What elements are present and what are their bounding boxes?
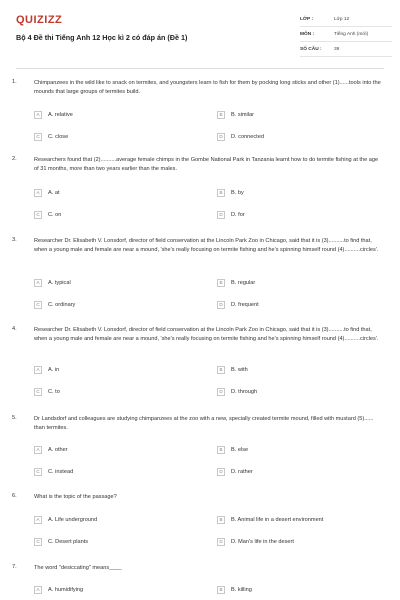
option-text: C. to: [48, 388, 60, 395]
quizizz-logo: QUIZIZZ: [16, 14, 63, 26]
option-letter-box: B: [217, 516, 225, 524]
option-a[interactable]: [34, 364, 59, 375]
option-text: B. regular: [231, 279, 256, 286]
option-d[interactable]: [217, 386, 257, 397]
option-text: B. with: [231, 366, 248, 373]
meta-value: Tiếng Anh (mới): [334, 31, 369, 37]
question-text: Researcher Dr. Elisabeth V. Lonsdorf, director of field conservation at the Lincoln Park Zoo in Chicago, said that it is (3)..........to find that, when a young male and female are near a mound, 'she's really focusing on termite fishing and he's spinning himself round (4)..........circles'.: [34, 327, 379, 342]
option-text: A. other: [48, 446, 68, 453]
question-text: Chimpanzees in the wild like to snack on termites, and youngsters learn to fish for them by pocking long sticks and other (1)......tools into the mounds that large groups of termites build.: [34, 80, 381, 95]
question-number: 7.: [12, 564, 17, 570]
header-divider: [16, 68, 384, 69]
option-text: C. on: [48, 211, 62, 218]
option-c[interactable]: [34, 466, 73, 477]
option-letter-box: D: [217, 538, 225, 546]
option-letter-box: C: [34, 133, 42, 141]
option-letter-box: A: [34, 446, 42, 454]
option-text: A. at: [48, 189, 60, 196]
option-letter-box: C: [34, 211, 42, 219]
option-b[interactable]: [217, 364, 248, 375]
option-letter-box: B: [217, 111, 225, 119]
option-d[interactable]: [217, 466, 253, 477]
option-letter-box: B: [217, 189, 225, 197]
option-b[interactable]: [217, 514, 323, 525]
option-letter-box: B: [217, 366, 225, 374]
option-b[interactable]: [217, 277, 255, 288]
option-text: D. connected: [231, 133, 264, 140]
option-d[interactable]: [217, 209, 245, 220]
question-text: Dr Landsdorf and colleagues are studying chimpanzees at the zoo with a new, specially created termite mound, filled with mustard (5)...... than termites.: [34, 416, 374, 431]
option-letter-box: A: [34, 586, 42, 594]
option-text: D. Man's life in the desert: [231, 538, 294, 545]
option-text: C. instead: [48, 468, 74, 475]
option-letter-box: D: [217, 211, 225, 219]
option-letter-box: A: [34, 279, 42, 287]
option-text: D. through: [231, 388, 258, 395]
document-title: Bộ 4 Đề thi Tiếng Anh 12 Học kì 2 có đáp án (Đề 1): [16, 33, 188, 42]
meta-key: MÔN :: [300, 31, 315, 37]
option-a[interactable]: [34, 444, 68, 455]
question-7: [12, 564, 388, 600]
meta-value: Lớp 12: [334, 16, 350, 22]
option-text: A. typical: [48, 279, 71, 286]
option-letter-box: A: [34, 516, 42, 524]
option-text: B. by: [231, 189, 244, 196]
question-text: What is the topic of the passage?: [34, 494, 117, 500]
option-text: D. for: [231, 211, 245, 218]
option-letter-box: C: [34, 538, 42, 546]
option-letter-box: C: [34, 388, 42, 396]
option-text: A. relative: [48, 111, 73, 118]
option-b[interactable]: [217, 187, 244, 198]
question-number: 1.: [12, 79, 17, 85]
option-letter-box: D: [217, 133, 225, 141]
meta-row-class: [300, 12, 392, 27]
question-number: 5.: [12, 415, 17, 421]
header: [0, 0, 400, 66]
option-letter-box: A: [34, 366, 42, 374]
question-5: [12, 415, 388, 490]
option-text: C. Desert plants: [48, 538, 89, 545]
question-1: [12, 79, 388, 149]
option-a[interactable]: [34, 187, 60, 198]
option-letter-box: B: [217, 446, 225, 454]
option-d[interactable]: [217, 536, 294, 547]
option-b[interactable]: [217, 584, 252, 595]
option-text: D. frequent: [231, 301, 259, 308]
option-text: B. else: [231, 446, 249, 453]
option-text: A. in: [48, 366, 60, 373]
option-text: C. close: [48, 133, 69, 140]
option-letter-box: C: [34, 301, 42, 309]
question-4: [12, 326, 388, 416]
option-text: B. similar: [231, 111, 254, 118]
option-a[interactable]: [34, 109, 73, 120]
meta-row-subject: [300, 27, 392, 42]
question-3: [12, 237, 388, 327]
option-letter-box: B: [217, 279, 225, 287]
meta-row-count: [300, 42, 392, 57]
option-letter-box: D: [217, 468, 225, 476]
meta-table: [300, 12, 392, 57]
option-letter-box: B: [217, 586, 225, 594]
option-c[interactable]: [34, 299, 75, 310]
option-c[interactable]: [34, 131, 68, 142]
question-2: [12, 156, 388, 226]
question-number: 6.: [12, 493, 17, 499]
meta-key: SỐ CÂU :: [300, 46, 322, 52]
option-c[interactable]: [34, 209, 61, 220]
option-d[interactable]: [217, 299, 259, 310]
option-text: A. Life underground: [48, 516, 98, 523]
question-text: Researcher Dr. Elisabeth V. Lonsdorf, director of field conservation at the Lincoln Park Zoo in Chicago, said that it is (3)..........to find that, when a young male and female are near a mound, 'she's really focusing on termite fishing and he's spinning himself round (4)..........circles'.: [34, 238, 379, 253]
meta-key: LỚP :: [300, 16, 314, 22]
option-text: B. killing: [231, 586, 252, 593]
option-letter-box: D: [217, 388, 225, 396]
question-text: The word "desiccating" means____: [34, 565, 122, 571]
option-letter-box: A: [34, 189, 42, 197]
meta-value: 39: [334, 46, 340, 52]
option-text: B. Animal life in a desert environment: [231, 516, 324, 523]
question-number: 2.: [12, 156, 17, 162]
question-text: Researchers found that (2)..........average female chimps in the Gombe National Park in Tanzania learnt how to do termite fishing at the age of 31 months, more than two years earlier than the males.: [34, 157, 379, 172]
option-letter-box: C: [34, 468, 42, 476]
option-b[interactable]: [217, 109, 254, 120]
option-text: C. ordinary: [48, 301, 76, 308]
option-letter-box: D: [217, 301, 225, 309]
option-b[interactable]: [217, 444, 248, 455]
question-6: [12, 493, 388, 555]
option-a[interactable]: [34, 277, 71, 288]
option-c[interactable]: [34, 536, 88, 547]
option-a[interactable]: [34, 514, 97, 525]
option-d[interactable]: [217, 131, 264, 142]
option-c[interactable]: [34, 386, 60, 397]
option-text: A. humidifying: [48, 586, 84, 593]
option-a[interactable]: [34, 584, 83, 595]
question-number: 4.: [12, 326, 17, 332]
option-text: D. rather: [231, 468, 253, 475]
option-letter-box: A: [34, 111, 42, 119]
question-number: 3.: [12, 237, 17, 243]
